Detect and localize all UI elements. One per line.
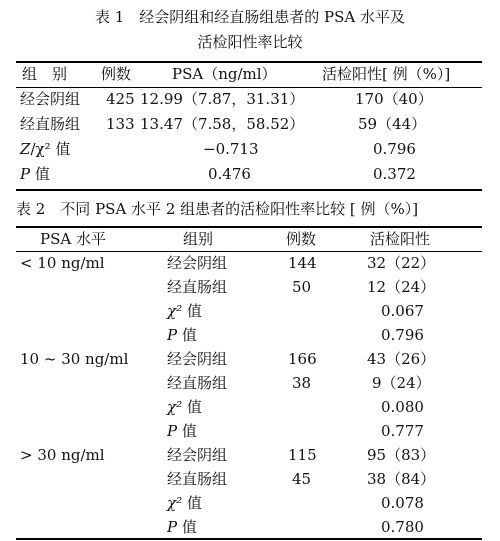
- t1-row2-group: 经直肠组: [20, 115, 81, 133]
- t1-row1-positive: 170（40）: [355, 90, 433, 108]
- t2-block1-p-label-rest: 值: [177, 326, 197, 344]
- t1-row2-psa: 13.47（7.58，58.52）: [140, 115, 305, 133]
- t2-block1-p-label-italic: P: [167, 326, 178, 344]
- t2-block2-p-label-italic: P: [167, 422, 178, 440]
- t1-stat1-label: [20, 139, 70, 159]
- t1-row1-psa: 12.99（7.87，31.31）: [140, 90, 305, 108]
- t2-block2-row1-positive: 43（26）: [367, 350, 436, 368]
- t2-block3-p-label-italic: P: [167, 518, 178, 536]
- t2-block3-row1-positive: 95（83）: [367, 446, 436, 464]
- t1-stat1-positive: 0.796: [373, 140, 416, 158]
- table1-header-rule: [16, 87, 482, 88]
- table2-top-rule: [16, 226, 482, 228]
- t2-block3-chi2-label-rest: 值: [182, 494, 202, 512]
- t1-stat2-psa: 0.476: [208, 165, 251, 183]
- t2-block2-chi2-label: [167, 397, 202, 417]
- t2-block2-level: 10 ~ 30 ng/ml: [20, 350, 129, 368]
- t2-block2-chi2-label-italic: χ²: [167, 398, 183, 416]
- t2-block1-row2-positive: 12（24）: [367, 278, 436, 296]
- t2-block2-row1-group: 经会阴组: [167, 350, 228, 368]
- t2-header-group: 组别: [183, 230, 214, 248]
- t2-block2-row2-count: 38: [292, 374, 312, 392]
- table1-bottom-rule: [16, 189, 482, 191]
- t2-block3-row2-count: 45: [292, 470, 312, 488]
- t2-block2-row2-group: 经直肠组: [167, 374, 228, 392]
- t1-stat2-label-italic: P: [20, 165, 31, 183]
- t2-block1-p-value: 0.796: [381, 326, 424, 344]
- t2-block1-row2-count: 50: [292, 278, 312, 296]
- t1-stat2-label: [20, 164, 50, 184]
- t2-block3-p-label-rest: 值: [177, 518, 197, 536]
- t2-block1-row1-group: 经会阴组: [167, 254, 228, 272]
- t2-block1-row2-group: 经直肠组: [167, 278, 228, 296]
- t1-stat2-positive: 0.372: [373, 165, 416, 183]
- table1-caption-line1: 表 1 经会阴组和经直肠组患者的 PSA 水平及: [94, 8, 406, 26]
- t1-row2-count: 133: [106, 115, 135, 133]
- t2-block2-chi2-label-rest: 值: [182, 398, 202, 416]
- t2-block2-row2-positive: 9（24）: [372, 374, 431, 392]
- t1-stat1-label-rest: /χ² 值: [30, 140, 71, 158]
- t2-block1-chi2-label-italic: χ²: [167, 302, 183, 320]
- t2-block1-row1-positive: 32（22）: [367, 254, 436, 272]
- t2-block1-chi2-value: 0.067: [381, 302, 424, 320]
- t2-block3-p-label: [167, 517, 197, 537]
- t2-block2-p-value: 0.777: [381, 422, 424, 440]
- t2-block1-level: < 10 ng/ml: [20, 254, 105, 272]
- t2-block3-row1-count: 115: [288, 446, 317, 464]
- t1-stat1-label-italic: Z: [20, 140, 31, 158]
- t2-block1-p-label: [167, 325, 197, 345]
- t2-block2-row1-count: 166: [288, 350, 317, 368]
- t1-row1-count: 425: [106, 90, 135, 108]
- t2-block3-level: > 30 ng/ml: [20, 446, 105, 464]
- t1-row1-group: 经会阴组: [20, 90, 81, 108]
- t2-block2-p-label: [167, 421, 197, 441]
- t2-block1-chi2-label: [167, 301, 202, 321]
- t2-block2-chi2-value: 0.080: [381, 398, 424, 416]
- table2-header-rule: [16, 251, 482, 252]
- t1-row2-positive: 59（44）: [358, 115, 427, 133]
- t2-block1-row1-count: 144: [288, 254, 317, 272]
- table1-caption-line2: 活检阳性率比较: [197, 33, 303, 51]
- t1-header-psa: PSA（ng/ml）: [172, 65, 277, 83]
- t2-header-positive: 活检阳性: [370, 230, 431, 248]
- t1-stat1-psa: −0.713: [203, 140, 259, 158]
- table2-caption: 表 2 不同 PSA 水平 2 组患者的活检阳性率比较 [ 例（%）]: [16, 200, 419, 218]
- t1-header-positive: 活检阳性[ 例（%）]: [322, 65, 451, 83]
- t2-block2-p-label-rest: 值: [177, 422, 197, 440]
- t2-block3-chi2-label-italic: χ²: [167, 494, 183, 512]
- t1-stat2-label-rest: 值: [30, 165, 50, 183]
- t2-block3-row2-positive: 38（84）: [367, 470, 436, 488]
- t2-block3-chi2-label: [167, 493, 202, 513]
- table2-bottom-rule: [16, 538, 482, 540]
- t2-block3-row2-group: 经直肠组: [167, 470, 228, 488]
- t2-block3-p-value: 0.780: [381, 518, 424, 536]
- t2-block1-chi2-label-rest: 值: [182, 302, 202, 320]
- t2-block3-row1-group: 经会阴组: [167, 446, 228, 464]
- t2-header-level: PSA 水平: [40, 230, 106, 248]
- t2-header-count: 例数: [286, 230, 317, 248]
- table1-top-rule: [16, 61, 482, 63]
- t1-header-group: 组 别: [22, 65, 68, 83]
- t1-header-count: 例数: [101, 65, 132, 83]
- t2-block3-chi2-value: 0.078: [381, 494, 424, 512]
